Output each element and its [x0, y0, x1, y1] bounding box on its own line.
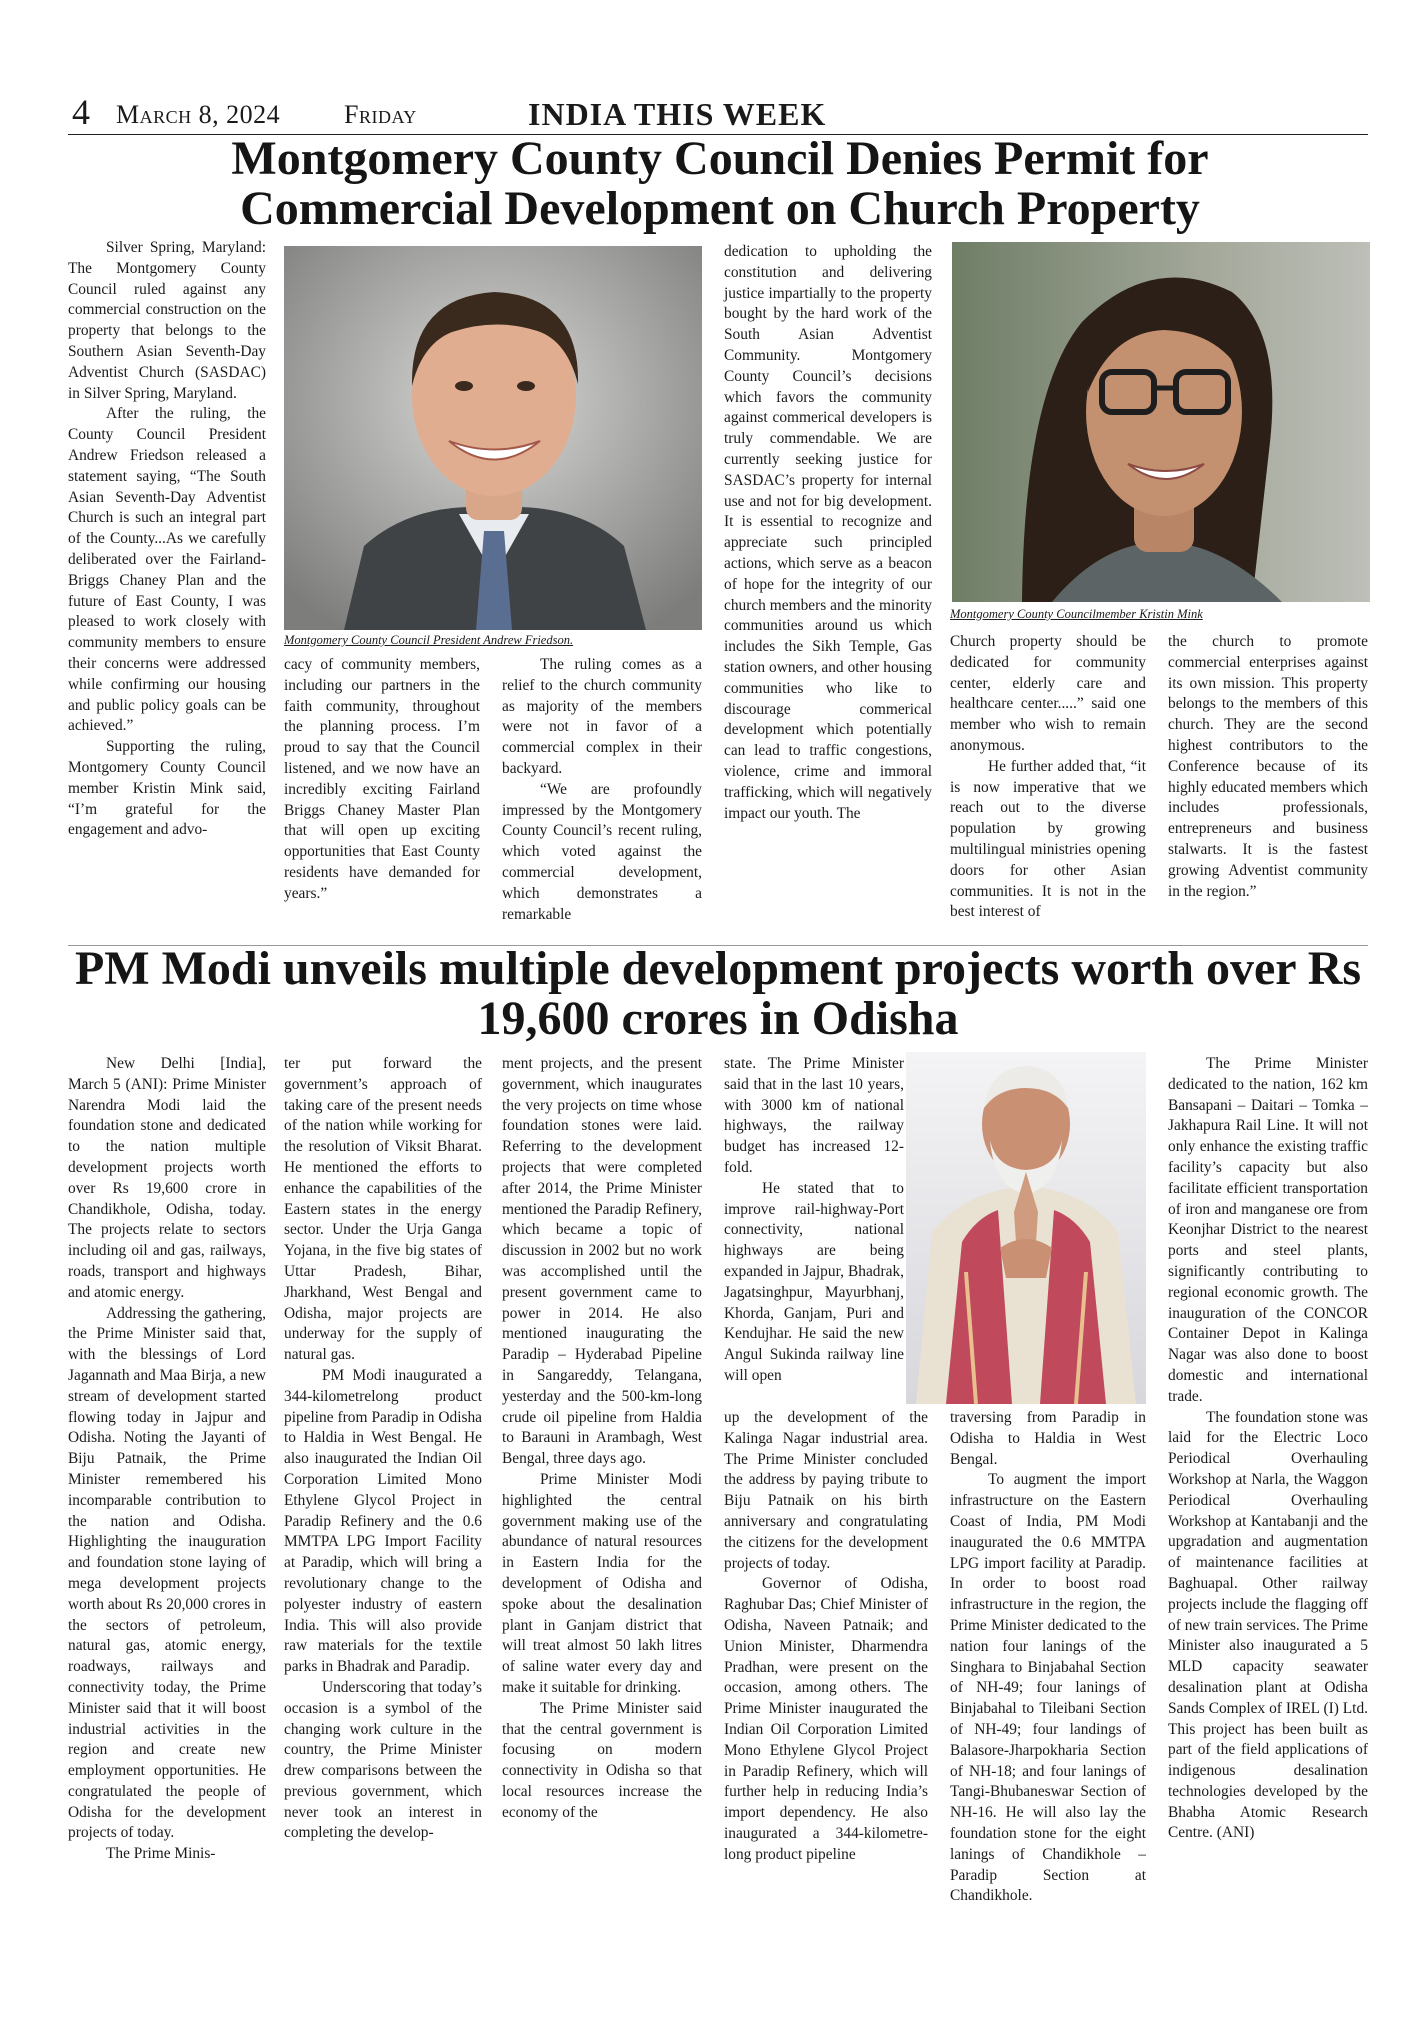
paragraph: Governor of Odisha, Raghubar Das; Chief Minister of Odisha, Naveen Patnaik; and Union Minister, Dharmendra Pradhan, were present on the occasion, among others. The Prime Minister inaugurated the Indian Oil Corporation Limited Mono Ethylene Glycol Project in Paradip Refinery, which will further help in reducing India’s import dependency. He also inaugurated a 344-kilometre-long product pipeline: [724, 1575, 928, 1863]
friedson-portrait: [284, 246, 702, 630]
paragraph: the church to promote commercial enterprises against its own mission. This property belongs to the members of this church. They are the second highest contributors to the Conference because of its highly educated members which includes professionals, entrepreneurs and business stalwarts. It is the fastest growing Adventist community in the region.”: [1168, 633, 1368, 900]
mink-photo: [952, 242, 1370, 602]
paragraph: Underscoring that today’s occasion is a symbol of the changing work culture in the country, the Prime Minister drew comparisons between the previous government, which never took an interest in completing the develop-: [284, 1678, 482, 1842]
paragraph: Supporting the ruling, Montgomery County Council member Kristin Mink said, “I’m grateful for the engagement and advo-: [68, 738, 266, 839]
story2-column-4b: [724, 1408, 928, 1866]
paragraph: state. The Prime Minister said that in the last 10 years, with 3000 km of national highways, the railway budget has increased 12-fold.: [724, 1055, 904, 1176]
paragraph: PM Modi inaugurated a 344-kilometrelong product pipeline from Paradip in Odisha to Haldia in West Bengal. He also inaugurated the Indian Oil Corporation Limited Mono Ethylene Glycol Project in Paradip Refinery and the 0.6 MMTPA LPG Import Facility at Paradip, which will bring a revolutionary change to the polyester industry of eastern India. This will also provide raw materials for the textile parks in Bhadrak and Paradip.: [284, 1366, 482, 1676]
page-number: 4: [72, 92, 90, 132]
story1-column-4: [724, 242, 932, 824]
paragraph: traversing from Paradip in Odisha to Haldia in West Bengal.: [950, 1409, 1146, 1468]
paragraph: New Delhi [India], March 5 (ANI): Prime Minister Narendra Modi laid the foundation stone and dedicated to the nation multiple development projects worth over Rs 19,600 crore in Chandikhole, Odisha, today. The projects relate to sectors including oil and gas, railways, roads, transport and highways and atomic energy.: [68, 1055, 266, 1301]
story2-headline: PM Modi unveils multiple development projects worth over Rs 19,600 crores in Odisha: [74, 942, 1362, 1045]
story2-column-4a: [724, 1054, 904, 1387]
mink-caption: Montgomery County Councilmember Kristin Mink: [950, 607, 1203, 621]
masthead: [68, 92, 1368, 134]
story2-column-6: [1168, 1054, 1368, 1844]
paragraph: cacy of community members, including our partners in the faith community, throughout the planning process. I’m proud to say that the Council listened, and we now have an incredibly exciting Fairland Briggs Chaney Master Plan that will open up exciting opportunities that East County residents have demanded for years.”: [284, 656, 480, 902]
story2-column-1: [68, 1054, 266, 1865]
paragraph: Prime Minister Modi highlighted the central government making use of the abundance of natural resources in Eastern India for the development of Odisha and spoke about the desalination plant in Ganjam district that will treat almost 50 lakh litres of saline water every day and make it suitable for drinking.: [502, 1470, 702, 1696]
mink-portrait: [952, 242, 1370, 602]
story2-column-5: [950, 1408, 1146, 1907]
story2-column-2: [284, 1054, 482, 1844]
modi-portrait: [906, 1052, 1146, 1404]
issue-date: March 8, 2024: [116, 100, 281, 129]
paragraph: Church property should be dedicated for community center, elderly care and healthcare center.....” said one member who wish to remain anonymous.: [950, 633, 1146, 754]
paragraph: To augment the import infrastructure on the Eastern Coast of India, PM Modi inaugurated the 0.6 MMTPA LPG import facility at Paradip. In order to boost road infrastructure in the region, the Prime Minister dedicated to the nation four lanings of the Singhara to Binjabahal Section of NH-49; four lanings of Binjabahal to Tileibani Section of NH-49; four landings of Balasore-Jharpokharia Section of NH-18; and four lanings of Tangi-Bhubaneswar Section of NH-16. He will also lay the foundation stone for the eight lanings of Chandikhole – Paradip Section at Chandikhole.: [950, 1471, 1146, 1905]
paragraph: ter put forward the government’s approach of taking care of the present needs of the nation while working for the resolution of Viksit Bharat. He mentioned the efforts to enhance the capabilities of the Eastern states in the energy sector. Under the Urja Ganga Yojana, in the five big states of Uttar Pradesh, Bihar, Jharkhand, West Bengal and Odisha, major projects are underway for the supply of natural gas.: [284, 1055, 482, 1364]
paragraph: ment projects, and the present government, which inaugurates the very projects on time whose foundation stones were laid. Referring to the development projects that were completed after 2014, the Prime Minister mentioned the Paradip Refinery, which became a topic of discussion in 2002 but no work was accomplished until the present government came to power in 2014. He also mentioned inaugurating the Paradip – Hyderabad Pipeline in Sangareddy, Telangana, yesterday and the 500-km-long crude oil pipeline from Haldia to Barauni in Arambagh, West Bengal, three days ago.: [502, 1055, 702, 1468]
paragraph: He further added that, “it is now imperative that we reach out to the diverse population by growing multilingual ministries opening doors for other Asian communities. It is not in the best interest of: [950, 757, 1146, 921]
friedson-photo: [284, 246, 702, 630]
story1-column-6: [1168, 632, 1368, 902]
paragraph: The Prime Minis-: [106, 1845, 216, 1863]
paragraph: Silver Spring, Maryland: The Montgomery County Council ruled against any commercial construction on the property that belongs to the Southern Asian Seventh-Day Adventist Church (SASDAC) in Silver Spring, Maryland.: [68, 239, 266, 402]
paragraph: The Prime Minister dedicated to the nation, 162 km Bansapani – Daitari – Tomka – Jakhapura Rail Line. It will not only enhance the existing traffic facility’s capacity but also facilitate efficient transportation of iron and manganese ore from Keonjhar District to the nearest ports and steel plants, significantly contributing to regional economic growth. The inauguration of the CONCOR Container Depot in Kalinga Nagar was also done to boost domestic and international trade.: [1168, 1055, 1368, 1405]
paragraph: up the development of the Kalinga Nagar industrial area. The Prime Minister concluded the address by paying tribute to Biju Patnaik on his birth anniversary and congratulating the citizens for the development projects of today.: [724, 1409, 928, 1572]
story1-headline: Montgomery County Council Denies Permit for Commercial Development on Church Property: [231, 132, 1209, 235]
publication-name: INDIA THIS WEEK: [528, 96, 827, 132]
story1-column-1: [68, 238, 266, 841]
modi-photo: [906, 1052, 1146, 1404]
paragraph: The Prime Minister said that the central government is focusing on modern connectivity in Odisha so that local resources increase the economy of the: [502, 1699, 702, 1821]
paragraph: dedication to upholding the constitution and delivering justice impartially to the property bought by the hard work of the South Asian Adventist Community. Montgomery County Council’s decisions which favors the community against commerical developers is truly commendable. We are currently seeking justice for SASDAC’s property for internal use and not for big development. It is essential to recognize and appreciate such principled actions, which serve as a beacon of hope for the integrity of our church members and the minority communities around us which includes the Sikh Temple, Gas station owners, and other housing communities who like to discourage commerical development which potentially can lead to traffic congestions, violence, crime and immoral trafficking, which will negatively impact our youth. The: [724, 243, 932, 822]
paragraph: After the ruling, the County Council President Andrew Friedson released a statement saying, “The South Asian Seventh-Day Adventist Church is such an integral part of the County...As we carefully deliberated over the Fairland-Briggs Chaney Plan and the future of East County, I was pleased to work closely with community members to ensure their concerns were addressed while confirming our housing and public policy goals can be achieved.”: [68, 405, 266, 735]
paragraph: “We are profoundly impressed by the Montgomery County Council’s recent ruling, which voted against the commercial development, which demonstrates a remarkable: [502, 780, 702, 923]
issue-day: Friday: [344, 100, 417, 129]
paragraph: Addressing the gathering, the Prime Minister said that, with the blessings of Lord Jagannath and Maa Birja, a new stream of development started flowing today in Jajpur and Odisha. Noting the Jayanti of Biju Patnaik, the Prime Minister remembered his incomparable contribution to the nation and Odisha. Highlighting the inauguration and foundation stone laying of mega development projects worth about Rs 20,000 crores in the sectors of petroleum, natural gas, atomic energy, roadways, railways and connectivity today, the Prime Minister said that it will boost industrial activities in the region and create new employment opportunities. He congratulated the people of Odisha for the development projects of today.: [68, 1304, 266, 1842]
paragraph: The foundation stone was laid for the Electric Loco Periodical Overhauling Workshop at Narla, the Waggon Periodical Overhauling Workshop at Kantabanji and the upgradation and augmentation of maintenance facilities at Baghuapal. Other railway projects include the flagging off of new train services. The Prime Minister also inaugurated a 5 MLD capacity seawater desalination plant at Odisha Sands Complex of IREL (I) Ltd. This project has been built as part of the field applications of indigenous desalination technologies developed by the Bhabha Atomic Research Centre. (ANI): [1168, 1408, 1368, 1842]
story1-column-5: [950, 632, 1146, 923]
story2-column-3: [502, 1054, 702, 1823]
story1-column-3: [502, 655, 702, 925]
paragraph: He stated that to improve rail-highway-Port connectivity, national highways are being expanded in Jajpur, Bhadrak, Jagatsinghpur, Mayurbhanj, Khorda, Ganjam, Puri and Kendujhar. He said the new Angul Sukinda railway line will open: [724, 1179, 904, 1384]
paragraph: The ruling comes as a relief to the church community as majority of the members were not in favor of a commercial complex in their backyard.: [502, 656, 702, 777]
story1-column-2: [284, 655, 480, 905]
friedson-caption: Montgomery County Council President Andrew Friedson.: [284, 633, 574, 647]
